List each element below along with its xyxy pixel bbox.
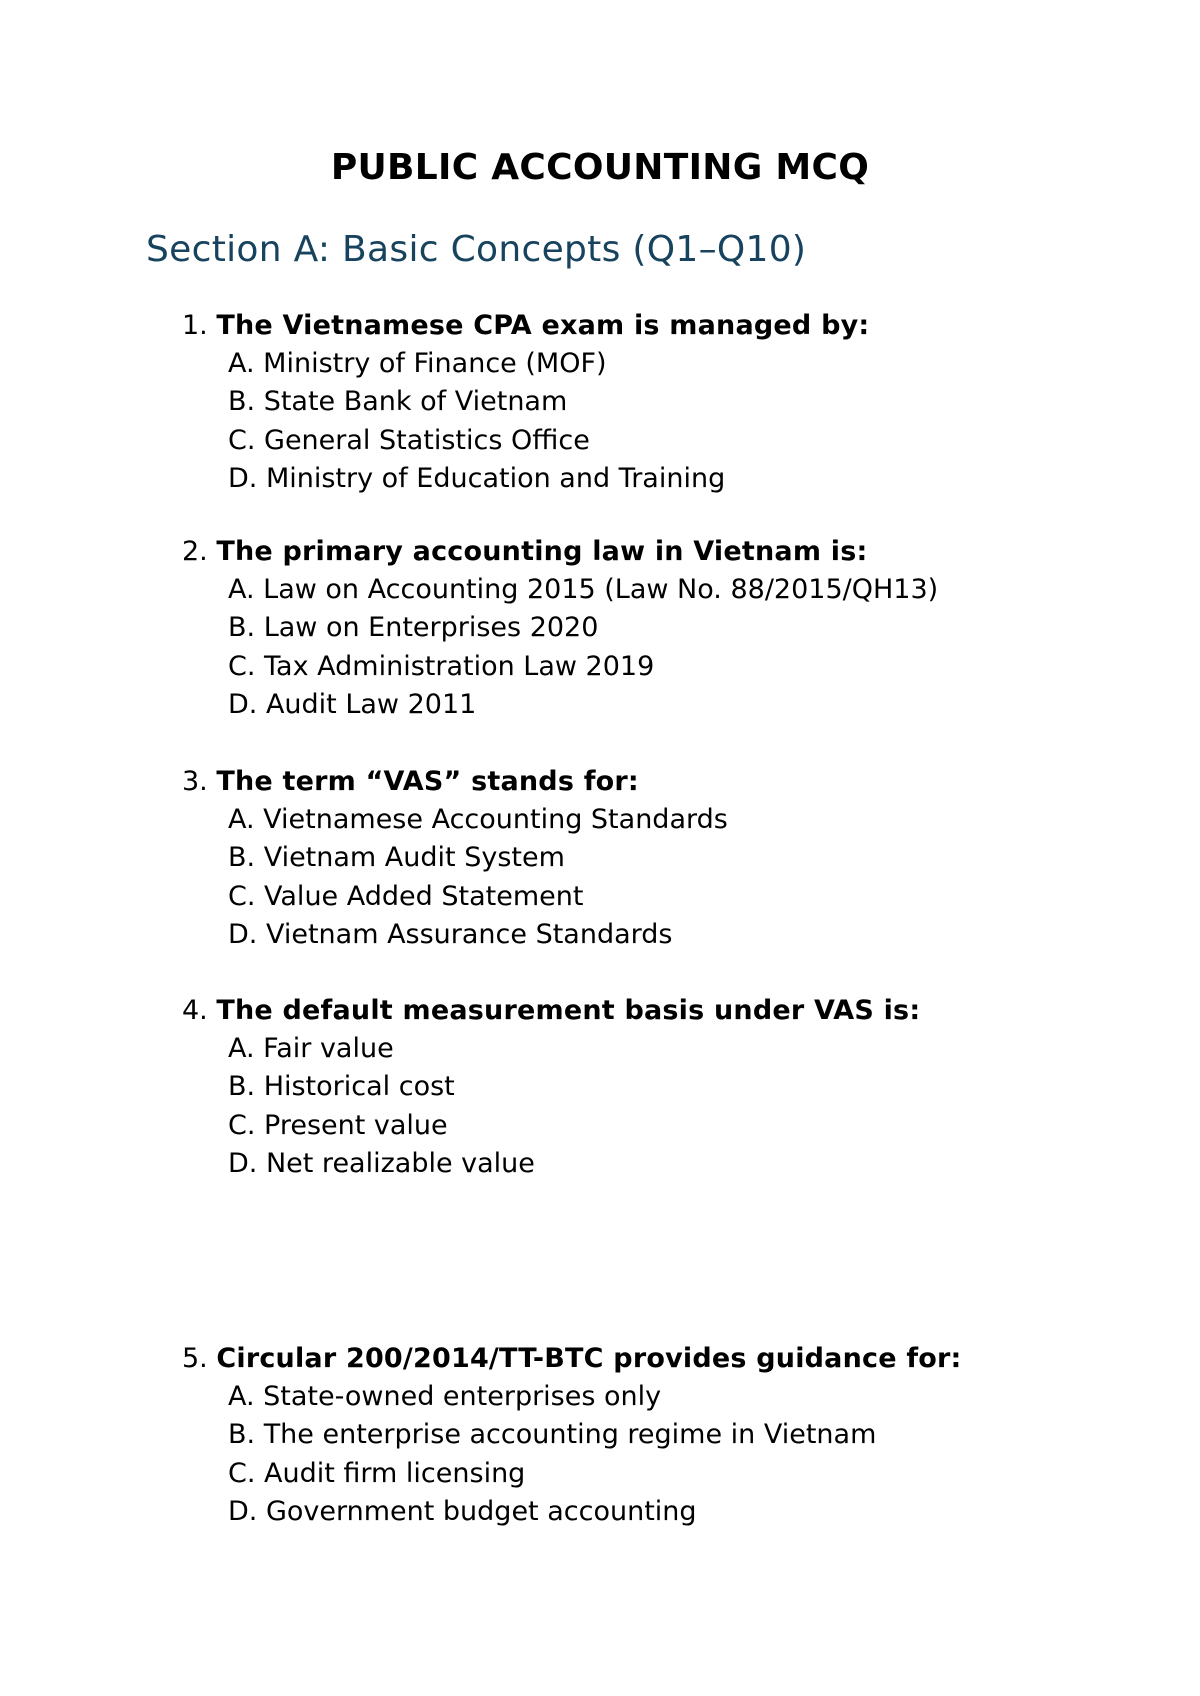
option-c: C. Value Added Statement	[228, 880, 584, 912]
option-a: A. Law on Accounting 2015 (Law No. 88/2015/QH13)	[228, 574, 939, 605]
option-a: A. Fair value	[228, 1033, 394, 1064]
question-text: Circular 200/2014/TT-BTC provides guidance for:	[216, 1343, 962, 1374]
question-number: 1.	[182, 310, 208, 341]
option-b: B. The enterprise accounting regime in Vietnam	[228, 1419, 877, 1451]
question-5	[182, 1340, 1082, 1531]
option-d: D. Net realizable value	[228, 1147, 535, 1179]
question-stem	[182, 1340, 1082, 1378]
option-a: A. State-owned enterprises only	[228, 1381, 662, 1412]
option-c: C. Tax Administration Law 2019	[228, 650, 655, 682]
question-number: 4.	[182, 995, 208, 1026]
option-b: B. Historical cost	[228, 1071, 455, 1103]
question-stem	[182, 307, 1082, 345]
option-c: C. Audit firm licensing	[228, 1457, 526, 1489]
section-heading: Section A: Basic Concepts (Q1–Q10)	[146, 229, 807, 270]
option-d: D. Vietnam Assurance Standards	[228, 918, 673, 950]
option-a: A. Ministry of Finance (MOF)	[228, 348, 607, 379]
question-stem	[182, 533, 1082, 571]
option-b: B. Vietnam Audit System	[228, 842, 565, 874]
question-2	[182, 533, 1082, 724]
question-number: 3.	[182, 766, 208, 797]
option-c: C. Present value	[228, 1109, 448, 1141]
question-number: 5.	[182, 1343, 208, 1374]
option-b: B. Law on Enterprises 2020	[228, 612, 599, 644]
question-4	[182, 992, 1082, 1183]
question-stem	[182, 992, 1082, 1030]
document-title: PUBLIC ACCOUNTING MCQ	[330, 147, 870, 188]
question-text: The default measurement basis under VAS is:	[216, 995, 921, 1026]
option-d: D. Ministry of Education and Training	[228, 462, 726, 494]
question-1	[182, 307, 1082, 498]
question-text: The term “VAS” stands for:	[216, 766, 639, 797]
question-text: The primary accounting law in Vietnam is:	[216, 536, 868, 567]
option-c: C. General Statistics Office	[228, 424, 590, 456]
question-stem	[182, 763, 1082, 801]
option-b: B. State Bank of Vietnam	[228, 386, 568, 418]
question-3	[182, 763, 1082, 954]
question-number: 2.	[182, 536, 208, 567]
option-a: A. Vietnamese Accounting Standards	[228, 804, 728, 835]
question-text: The Vietnamese CPA exam is managed by:	[216, 310, 870, 341]
option-d: D. Government budget accounting	[228, 1495, 697, 1527]
option-d: D. Audit Law 2011	[228, 688, 477, 720]
